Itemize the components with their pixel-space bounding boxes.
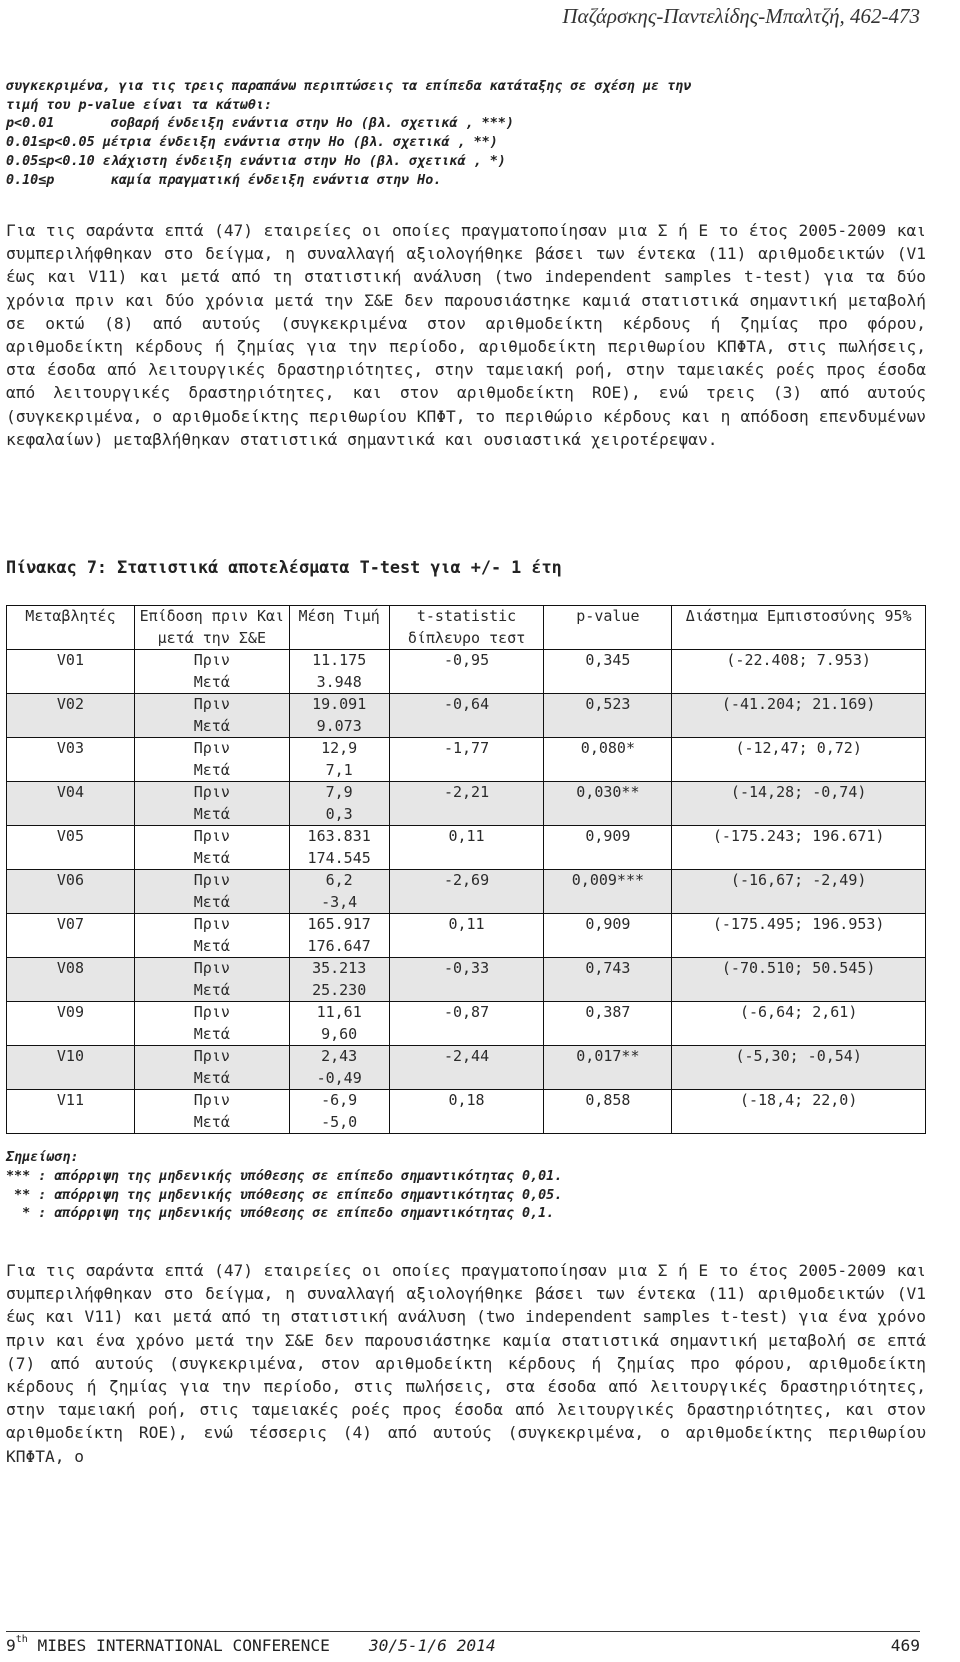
period-cell-value: Πριν: [193, 739, 230, 757]
conference-name: MIBES INTERNATIONAL CONFERENCE: [27, 1636, 330, 1655]
table-header-row: [7, 606, 926, 650]
mean-cell-value: 19.091: [312, 695, 367, 713]
p-value-cell: [544, 914, 672, 958]
table-row: [7, 958, 926, 1002]
edition-suffix: th: [15, 1634, 28, 1645]
confidence-interval-cell: [672, 1046, 926, 1090]
variable-cell-value: V04: [56, 783, 84, 801]
table-notes: [6, 1149, 562, 1224]
variable-cell-value: V03: [56, 739, 84, 757]
period-cell-value: Πριν: [193, 959, 230, 977]
header-cell: Μεταβλητές: [7, 606, 135, 650]
table-row: [7, 650, 926, 694]
t-statistic-cell: [389, 1090, 544, 1134]
confidence-interval-cell-value: (-18,4; 22,0): [739, 1091, 858, 1109]
t-statistic-cell-value: -0,95: [443, 651, 490, 669]
t-statistic-cell: [389, 914, 544, 958]
mean-cell-value: 165.917: [307, 915, 371, 933]
period-cell: [134, 1090, 289, 1134]
mean-cell-value: 3.948: [316, 672, 362, 691]
sig-line: τιμή του p-value είναι τα κάτωθι:: [6, 97, 273, 113]
t-statistic-cell-value: 0,11: [448, 915, 485, 933]
table-row: [7, 914, 926, 958]
confidence-interval-cell: [672, 1002, 926, 1046]
t-statistic-cell: [389, 870, 544, 914]
period-cell-value: Μετά: [193, 760, 230, 779]
t-statistic-cell: [389, 738, 544, 782]
variable-cell-value: V02: [56, 695, 84, 713]
period-cell-value: Μετά: [193, 1112, 230, 1131]
t-statistic-cell: [389, 958, 544, 1002]
t-statistic-cell-value: -2,44: [443, 1047, 490, 1065]
p-value-cell-value: 0,909: [585, 915, 631, 933]
note-item: ** : απόρριψη της μηδενικής υπόθεσης σε επίπεδο σημαντικότητας 0,05.: [6, 1187, 563, 1203]
t-statistic-cell-value: -0,87: [443, 1003, 490, 1021]
t-statistic-cell: [389, 782, 544, 826]
period-cell-value: Πριν: [193, 871, 230, 889]
t-statistic-cell: [389, 1046, 544, 1090]
confidence-interval-cell-value: (-16,67; -2,49): [730, 871, 867, 889]
variable-cell: [7, 694, 135, 738]
mean-cell-value: 176.647: [307, 936, 371, 955]
sig-line: συγκεκριμένα, για τις τρεις παραπάνω περιπτώσεις τα επίπεδα κατάταξης σε σχέση με την: [6, 79, 692, 94]
t-statistic-cell: [389, 694, 544, 738]
period-cell: [134, 694, 289, 738]
sig-line: p<0.01 σοβαρή ένδειξη ενάντια στην Ho (βλ. σχετικά , ***): [6, 116, 514, 132]
confidence-interval-cell: [672, 826, 926, 870]
confidence-interval-cell: [672, 738, 926, 782]
period-cell-value: Πριν: [193, 1091, 230, 1109]
page-number: 469: [890, 1636, 920, 1655]
body-paragraph-1: Για τις σαράντα επτά (47) εταιρείες οι οποίες πραγματοποίησαν μια Σ ή Ε το έτος 2005-2009 και συμπεριλήφθηκαν στο δείγμα, η συναλλαγή αξιολογήθηκε βάσει των έντεκα (11) αριθμοδεικτών (V1 έως και V11) και μετά από τη στατιστική ανάλυση (two independent samples t-test) για τα δύο χρόνια πριν και δύο χρόνια μετά την Σ&Ε δεν παρουσιάστηκε καμιά στατιστικά σημαντική μεταβολή σε οκτώ (8) από αυτούς (συγκεκριμένα στον αριθμοδείκτη κέρδους ή ζημίας προ φόρου, αριθμοδείκτη κέρδους ή ζημίας για την περίοδο, αριθμοδείκτη περιθωρίου ΚΠΦΤΑ, στις πωλήσεις, στα έσοδα από λειτουργικές δραστηριότητες, στην ταμειακή ροή, στην ταμειακές ροές προς έσοδα από λειτουργικές δραστηριότητες, και στον αριθμοδείκτη ROE), ενώ τρεις (3) από αυτούς (συγκεκριμένα, ο αριθμοδείκτης περιθωρίου ΚΠΦΤ, το περιθώριο κέρδους και η απόδοση επενδυμένων κεφαλαίων) μεταβλήθηκαν στατιστικά σημαντικά και ουσιαστικά χειροτέρεψαν.: [6, 221, 926, 449]
mean-cell: [289, 1002, 389, 1046]
mean-cell: [289, 1046, 389, 1090]
mean-cell-value: -5,0: [321, 1112, 358, 1131]
t-statistic-cell-value: 0,11: [448, 827, 485, 845]
table-row: [7, 870, 926, 914]
note-item: * : απόρριψη της μηδενικής υπόθεσης σε επίπεδο σημαντικότητας 0,1.: [6, 1206, 555, 1222]
conference-dates: 30/5-1/6 2014: [368, 1636, 496, 1655]
mean-cell-value: 174.545: [307, 848, 371, 867]
period-cell-value: Πριν: [193, 783, 230, 801]
period-cell: [134, 958, 289, 1002]
mean-cell: [289, 958, 389, 1002]
note-item: *** : απόρριψη της μηδενικής υπόθεσης σε επίπεδο σημαντικότητας 0,01.: [6, 1168, 563, 1184]
confidence-interval-cell: [672, 782, 926, 826]
p-value-cell-value: 0,030**: [576, 783, 640, 801]
confidence-interval-cell: [672, 958, 926, 1002]
variable-cell-value: V11: [56, 1091, 84, 1109]
table-row: [7, 1002, 926, 1046]
t-statistic-cell-value: 0,18: [448, 1091, 485, 1109]
period-cell-value: Μετά: [193, 672, 230, 691]
mean-cell-value: 7,9: [325, 783, 353, 801]
p-value-cell: [544, 782, 672, 826]
period-cell-value: Μετά: [193, 804, 230, 823]
mean-cell: [289, 826, 389, 870]
period-cell: [134, 650, 289, 694]
mean-cell: [289, 1090, 389, 1134]
variable-cell: [7, 826, 135, 870]
p-value-cell-value: 0,009***: [571, 871, 645, 889]
variable-cell: [7, 958, 135, 1002]
variable-cell: [7, 738, 135, 782]
sig-line: 0.01≤p<0.05 μέτρια ένδειξη ενάντια στην Ho (βλ. σχετικά , **): [6, 135, 498, 151]
p-value-cell: [544, 1046, 672, 1090]
notes-title: Σημείωση:: [6, 1150, 79, 1165]
period-cell-value: Μετά: [193, 980, 230, 999]
p-value-cell: [544, 694, 672, 738]
mean-cell-value: 12,9: [321, 739, 358, 757]
mean-cell: [289, 914, 389, 958]
p-value-cell: [544, 1090, 672, 1134]
mean-cell: [289, 782, 389, 826]
t-statistic-cell: [389, 826, 544, 870]
page-footer: [6, 1631, 920, 1655]
t-statistic-cell: [389, 650, 544, 694]
table-caption: Πίνακας 7: Στατιστικά αποτελέσματα T-test για +/- 1 έτη: [6, 557, 562, 577]
confidence-interval-cell: [672, 650, 926, 694]
period-cell-value: Πριν: [193, 827, 230, 845]
variable-cell: [7, 1090, 135, 1134]
sig-line: 0.10≤p καμία πραγματική ένδειξη ενάντια στην Ho.: [6, 172, 442, 188]
period-cell-value: Πριν: [193, 651, 230, 669]
mean-cell-value: 163.831: [307, 827, 371, 845]
variable-cell-value: V10: [56, 1047, 84, 1065]
mean-cell: [289, 738, 389, 782]
p-value-cell-value: 0,345: [585, 651, 631, 669]
mean-cell-value: -3,4: [321, 892, 358, 911]
results-table: [6, 605, 926, 1134]
mean-cell: [289, 650, 389, 694]
period-cell: [134, 1002, 289, 1046]
confidence-interval-cell: [672, 914, 926, 958]
variable-cell: [7, 782, 135, 826]
p-value-cell: [544, 870, 672, 914]
p-value-cell: [544, 826, 672, 870]
header-cell: Επίδοση πριν Και μετά την Σ&Ε: [134, 606, 289, 650]
confidence-interval-cell-value: (-22.408; 7.953): [726, 651, 871, 669]
p-value-cell: [544, 1002, 672, 1046]
confidence-interval-cell: [672, 1090, 926, 1134]
t-statistic-cell-value: -0,64: [443, 695, 490, 713]
confidence-interval-cell-value: (-175.495; 196.953): [712, 915, 885, 933]
period-cell: [134, 1046, 289, 1090]
p-value-cell-value: 0,080*: [580, 739, 635, 757]
edition-number: 9: [6, 1636, 16, 1655]
table-row: [7, 1090, 926, 1134]
mean-cell-value: 0,3: [325, 804, 353, 823]
period-cell-value: Μετά: [193, 1068, 230, 1087]
header-cell: t-statistic δίπλευρο τεστ: [389, 606, 544, 650]
mean-cell-value: 35.213: [312, 959, 367, 977]
mean-cell: [289, 694, 389, 738]
variable-cell-value: V09: [56, 1003, 84, 1021]
t-statistic-cell-value: -2,69: [443, 871, 490, 889]
mean-cell-value: 7,1: [325, 760, 353, 779]
p-value-cell: [544, 650, 672, 694]
confidence-interval-cell-value: (-12,47; 0,72): [735, 739, 862, 757]
period-cell: [134, 870, 289, 914]
mean-cell-value: 11.175: [312, 651, 367, 669]
mean-cell: [289, 870, 389, 914]
variable-cell-value: V05: [56, 827, 84, 845]
variable-cell: [7, 1046, 135, 1090]
mean-cell-value: 9.073: [316, 716, 362, 735]
period-cell-value: Πριν: [193, 695, 230, 713]
p-value-cell: [544, 958, 672, 1002]
period-cell: [134, 826, 289, 870]
mean-cell-value: 6,2: [325, 871, 353, 889]
footer-conference: [6, 1636, 496, 1655]
variable-cell: [7, 1002, 135, 1046]
period-cell-value: Μετά: [193, 936, 230, 955]
t-statistic-cell-value: -1,77: [443, 739, 490, 757]
period-cell-value: Μετά: [193, 1024, 230, 1043]
mean-cell-value: 2,43: [321, 1047, 358, 1065]
variable-cell: [7, 650, 135, 694]
table-row: [7, 694, 926, 738]
period-cell-value: Μετά: [193, 848, 230, 867]
significance-levels: [6, 78, 936, 190]
variable-cell: [7, 914, 135, 958]
t-statistic-cell-value: -2,21: [443, 783, 490, 801]
confidence-interval-cell-value: (-175.243; 196.671): [712, 827, 885, 845]
mean-cell-value: -6,9: [321, 1091, 358, 1109]
period-cell-value: Πριν: [193, 1047, 230, 1065]
variable-cell-value: V08: [56, 959, 84, 977]
confidence-interval-cell-value: (-5,30; -0,54): [735, 1047, 862, 1065]
body-paragraph-2: Για τις σαράντα επτά (47) εταιρείες οι οποίες πραγματοποίησαν μια Σ ή Ε το έτος 2005-2009 και συμπεριλήφθηκαν στο δείγμα, η συναλλαγή αξιολογήθηκε βάσει των έντεκα (11) αριθμοδεικτών (V1 έως και V11) και μετά από τη στατιστική ανάλυση (two independent samples t-test) για ένα χρόνο πριν και ένα χρόνο μετά την Σ&Ε δεν παρουσιάστηκε καμία στατιστικά σημαντική μεταβολή σε επτά (7) από αυτούς (συγκεκριμένα, στον αριθμοδείκτη κέρδους ή ζημίας προ φόρου, αριθμοδείκτη κέρδους ή ζημίας για την περίοδο, στις πωλήσεις, στα έσοδα από λειτουργικές δραστηριότητες, στην ταμειακή ροή, στις ταμειακές ροές προς έσοδα από λειτουργικές δραστηριότητες, και στον αριθμοδείκτη ROE), ενώ τέσσερις (4) από αυτούς (συγκεκριμένα, ο αριθμοδείκτης περιθωρίου ΚΠΦΤΑ, ο: [6, 1261, 926, 1466]
variable-cell-value: V07: [56, 915, 84, 933]
period-cell: [134, 738, 289, 782]
p-value-cell: [544, 738, 672, 782]
mean-cell-value: 11,61: [316, 1003, 362, 1021]
table-row: [7, 738, 926, 782]
confidence-interval-cell-value: (-14,28; -0,74): [730, 783, 867, 801]
p-value-cell-value: 0,858: [585, 1091, 631, 1109]
confidence-interval-cell-value: (-6,64; 2,61): [739, 1003, 858, 1021]
mean-cell-value: 25.230: [312, 980, 367, 999]
p-value-cell-value: 0,387: [585, 1003, 631, 1021]
variable-cell-value: V06: [56, 871, 84, 889]
p-value-cell-value: 0,909: [585, 827, 631, 845]
t-statistic-cell: [389, 1002, 544, 1046]
confidence-interval-cell-value: (-41.204; 21.169): [721, 695, 876, 713]
period-cell-value: Μετά: [193, 892, 230, 911]
header-cell: Διάστημα Εμπιστοσύνης 95%: [672, 606, 926, 650]
header-cell: p-value: [544, 606, 672, 650]
confidence-interval-cell: [672, 694, 926, 738]
header-cell: Μέση Τιμή: [289, 606, 389, 650]
table-row: [7, 826, 926, 870]
p-value-cell-value: 0,743: [585, 959, 631, 977]
period-cell: [134, 914, 289, 958]
t-statistic-cell-value: -0,33: [443, 959, 490, 977]
p-value-cell-value: 0,017**: [576, 1047, 640, 1065]
table-row: [7, 782, 926, 826]
mean-cell-value: -0,49: [316, 1068, 362, 1087]
p-value-cell-value: 0,523: [585, 695, 631, 713]
table-row: [7, 1046, 926, 1090]
variable-cell: [7, 870, 135, 914]
period-cell-value: Πριν: [193, 915, 230, 933]
period-cell: [134, 782, 289, 826]
period-cell-value: Πριν: [193, 1003, 230, 1021]
variable-cell-value: V01: [56, 651, 84, 669]
confidence-interval-cell-value: (-70.510; 50.545): [721, 959, 876, 977]
mean-cell-value: 9,60: [321, 1024, 358, 1043]
confidence-interval-cell: [672, 870, 926, 914]
sig-line: 0.05≤p<0.10 ελάχιστη ένδειξη ενάντια στην Ho (βλ. σχετικά , *): [6, 153, 506, 169]
running-head: Παζάρσκης-Παντελίδης-Μπαλτζή, 462-473: [562, 4, 920, 28]
period-cell-value: Μετά: [193, 716, 230, 735]
